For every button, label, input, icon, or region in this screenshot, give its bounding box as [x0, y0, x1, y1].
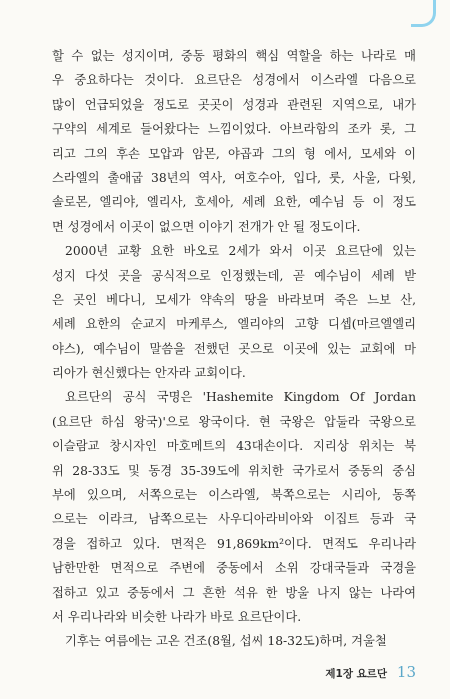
text-line: 많이 언급되었을 정도로 곳곳이 성경과 관련된 지역으로, 내가: [52, 97, 416, 112]
text-line: 위 28-33도 및 동경 35-39도에 위치한 국가로서 중동의 중심: [52, 463, 416, 478]
text-line: 우 중요하다는 것이다. 요르단은 성경에서 이스라엘 다음으로: [52, 73, 416, 88]
text-line: 은 곳인 베다니, 모세가 약속의 땅을 바라보며 죽은 느보 산,: [52, 292, 416, 307]
text-line: 리고 그의 후손 모압과 암몬, 야곱과 그의 형 에서, 모세와 이: [52, 146, 416, 161]
corner-decoration: [411, 0, 436, 27]
text-line: 경을 접하고 있다. 면적은 91,869km²이다. 면적도 우리나라: [52, 536, 416, 551]
body-text: [52, 44, 416, 654]
text-line: 으로는 이라크, 남쪽으로는 사우디아라비아와 이집트 등과 국: [52, 512, 416, 527]
text-line: 솔로몬, 엘리야, 엘리사, 호세아, 세례 요한, 예수님 등 이 정도: [52, 195, 416, 210]
page-footer: [325, 663, 416, 681]
text-line: 야스), 예수님이 말씀을 전했던 곳으로 이곳에 있는 교회에 마: [52, 341, 416, 356]
text-line: 할 수 없는 성지이며, 중동 평화의 핵심 역할을 하는 나라로 매: [52, 49, 416, 63]
text-line: (요르단 하심 왕국)'으로 왕국이다. 현 국왕은 압둘라 국왕으로: [52, 414, 416, 429]
text-line: 구약의 세계로 들어왔다는 느낌이었다. 아브라함의 조카 롯, 그: [52, 122, 416, 137]
text-line: 기후는 여름에는 고온 건조(8월, 섭씨 18-32도)하며, 겨울철: [65, 634, 387, 649]
text-line: 요르단의 공식 국명은 'Hashemite Kingdom Of Jordan: [65, 390, 416, 405]
text-line: 리아가 현신했다는 안자라 교회이다.: [52, 366, 246, 381]
text-line: 성지 다섯 곳을 공식적으로 인정했는데, 곧 예수님이 세례 받: [52, 268, 416, 283]
text-line: 서 우리나라와 비슷한 나라가 바로 요르단이다.: [52, 609, 302, 624]
text-line: 남한만한 면적으로 주변에 중동에서 소위 강대국들과 국경을: [52, 561, 416, 576]
text-line: 면 성경에서 이곳이 없으면 이야기 전개가 안 될 정도이다.: [52, 219, 361, 234]
text-line: 부에 있으며, 서쪽으로는 이스라엘, 북쪽으로는 시리아, 동쪽: [52, 488, 416, 503]
text-line: 이슬람교 창시자인 마호메트의 43대손이다. 지리상 위치는 북: [52, 439, 416, 454]
text-line: 스라엘의 출애굽 38년의 역사, 여호수아, 입다, 룻, 사울, 다윗,: [52, 170, 416, 185]
text-line: 세례 요한의 순교지 마케루스, 엘리야의 고향 디셉(마르엘엘리: [52, 317, 416, 332]
text-line: 2000년 교황 요한 바오로 2세가 와서 이곳 요르단에 있는: [65, 244, 416, 259]
text-line: 접하고 있고 중동에서 그 흔한 석유 한 방울 나지 않는 나라여: [52, 585, 416, 600]
chapter-title: 제1장 요르단: [325, 668, 388, 680]
page-number: 13: [396, 663, 416, 681]
